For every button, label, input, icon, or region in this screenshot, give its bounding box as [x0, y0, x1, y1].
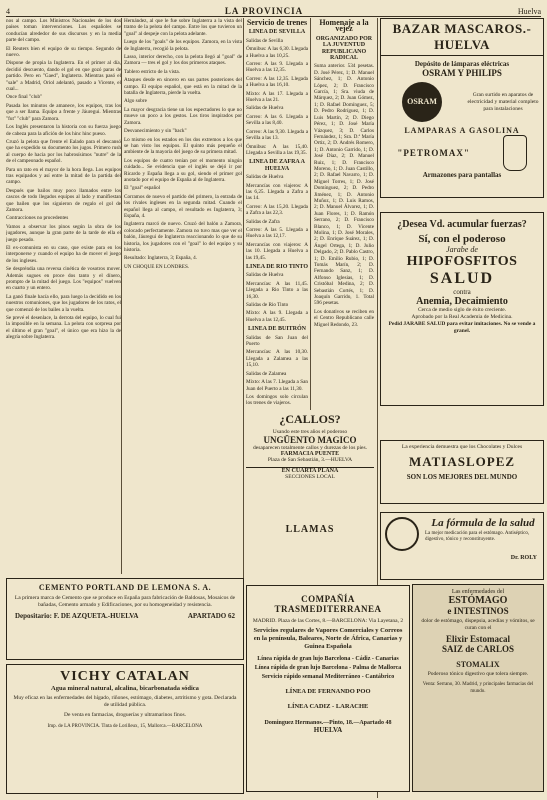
article-paragraph: Luego de los "goals" de los equipos. Zamora, en la vista de Inglaterra, recogió la pelota. [124, 39, 242, 52]
formula-sign: Dr. ROLY [510, 555, 537, 561]
estomago-t7: STOMALIX [456, 660, 500, 669]
trasm-line1: Línea rápida de gran lujo Barcelona - Cádiz - Canarias [257, 656, 399, 662]
train-line-item: Mercancías: A las 11,45. Llegada a Rio Tinto a las 16,30. [246, 280, 308, 300]
train-line-item: Salidas de Sevilla [246, 37, 283, 44]
article-paragraph: El "goal" español [124, 185, 161, 192]
cemento-lemona-ad [6, 578, 244, 660]
article-paragraph: nos al campo. Los Ministros Nacionales de los dos países toman intervenciones. Los españoles se conducían alrededor de sus discursos y en la media parte del campo. [6, 18, 121, 44]
vichy-foot: De venta en farmacias, droguerías y ultramarinos finos. [63, 712, 187, 718]
callos-ad [246, 410, 374, 518]
train-line-item: Ómnibus: A las 15,40. Llegada a Sevilla a las 19,35. [246, 143, 308, 156]
hipo-tiny2: Aprobado por la Real Academia de Medicina. [411, 314, 513, 320]
callos-product: UNGÜENTO MAGICO [263, 435, 357, 445]
train-line-item: Mercancías con viajeros: A las 6,25. Llegada a Zafra a las 14. [246, 182, 308, 202]
train-line-name: LINEA DE BUITRÓN [247, 326, 306, 333]
article-paragraph: Para un rato en el mayor de la hora llega. Los equipos tras equipados y así entre la mitad de la partida del campo. [6, 166, 121, 186]
hipo-question: ¿Desea Vd. acumular fuerzas? [397, 219, 527, 230]
article-paragraph: Hernández, al que le fue sobre Inglaterra a la vista del tramo de la pelota del campo. Entre los que tuvieron un "goal" al despeje con la pelota adelante. [124, 18, 242, 37]
article-paragraph: El Reuters bien el equipo de su tiempo. Segundo de nuevo. [6, 45, 121, 59]
train-line-name: LINEA DE ZAFRA A HUELVA [249, 159, 305, 172]
estomago-t9: Venta: Serrano, 30. Madrid, y principales farmacias del mundo. [422, 682, 534, 694]
article-paragraph: Lo mismo en los estados en los dos extremos a los que se han visto los equipos. El quinto más pequeño el ambiente de la mayoría del juego de su primera mitad. [124, 136, 242, 156]
formula-name: La fórmula de la salud [431, 517, 535, 529]
homenaje-text: Suma anterior. 534 pesetas. D. José Pérez, 1; D. Manuel Sánchez, 1; D. Antonio López, 2; D. Francisco García, 1; Sra. viuda de Márquez, 2; D. Juan Gómez, 1; D. Rafael Domínguez, 5; D. Pedro Rodríguez, 1; D. Luis Martín, 2; D. Diego Pérez, 1; D. José María Vázquez, 3; D. Carlos Fernández, 1; Sra. D.ª María Ortiz, 2; D. Andrés Romero, 1; D. Antonio Garrido, 1; D. José Díaz, 2; D. Manuel Ruiz, 1; D. Francisco Moreno, 1; D. Juan Castillo, 2; D. Rafael Navarro, 1; D. Miguel Torres, 1; D. José Domínguez, 2; D. Pedro Jiménez, 1; D. Antonio Muñoz, 1; D. Luis Ramos, 2; D. Manuel Álvarez, 1; D. Juan Flores, 1; D. Ramón Serrano, 2; D. Francisco Blanco, 1; D. Vicente Molina, 1; D. José Morales, 2; D. Enrique Suárez, 1; D. Ángel Ortega, 1; D. Julio Delgado, 2; D. Pablo Castro, 1; D. Emilio Rubio, 1; D. Tomás Marín, 2; D. Fernando Sanz, 1; D. Alfonso Iglesias, 1; D. Cristóbal Medina, 2; D. Sebastián Cortés, 1; D. Joaquín Garrido, 1. Total 596 pesetas. [314, 63, 374, 307]
article-paragraph: Desvanecimiento y sin "back" [124, 128, 187, 135]
callos-line2: desaparecen totalmente callos y durezas de los pies. [253, 445, 367, 451]
article-paragraph: Inglaterra marcó de nuevo. Cruzó del balón a Zamora, colocado perfectamente. Zamora no tuvo mas que ver el balón, Jáuregui de Inglaterra reaccionando lo que de su historia, los jugadores con el "goal" lo del equipo y su historia. [124, 221, 242, 253]
article-paragraph: Lasso, interior derecho, con la pelota llegó al "goal" de Zamora — tres el gol y los dos primeros ataques. [124, 54, 242, 67]
estomago-ad [412, 584, 544, 792]
trasm-name: COMPAÑÍA TRASMEDITERRANEA [274, 594, 382, 614]
estomago-t5: Elixir Estomacal [445, 634, 511, 644]
homenaje-footer: Los donativos se reciben en el Centro Republicano calle Miguel Redondo, 23. [314, 308, 374, 328]
train-line-item: Correo: A las 15,20. Llegada a Zafra a las 22,3. [246, 203, 308, 217]
trasm-line3: Servicio rápido semanal Mediterráneo - Cantábrico [261, 674, 395, 680]
trasm-services: Servicios regulares de Vapores Comerciales y Correos en la península, Baleares, Norte de África, Canarias y Guinea Española [253, 627, 403, 650]
estomago-t1: Las enfermedades del [451, 589, 505, 595]
article-paragraph: Se despréndia una reversa cinética de vosotros mover. Además sugues en proce dos tanto y el dínero, prompto de la mitad del juego. Los "equipos" vuelven en cuarto y un entero. [6, 266, 121, 292]
train-line-item: Correo: A las 9. Llegada a Huelva a las 12,35. [246, 61, 308, 74]
bazar-name: BAZAR MASCAROS.-HUELVA [381, 19, 543, 56]
train-line-name: LINEA DE RIO TINTO [246, 264, 308, 270]
estomago-t4: dolor de estómago, dispepsia, acedías y vómitos, se curan con el [421, 618, 535, 631]
matias-top: La experiencia demuestra que los Chocolates y Dulces [401, 444, 523, 450]
masthead-city: Huelva [517, 7, 541, 16]
matias-sub: SON LOS MEJORES DEL MUNDO [406, 473, 518, 481]
article-paragraph: Después que bailos muy poco llamados entre los cascos de todo llegados equipos al lado y manifiestan que bailen que los siguieron de regalo el gol de Zamora. [6, 187, 121, 213]
train-line-item: Correo: A las 6. Llegada a Sevilla a las 8,40. [246, 113, 308, 127]
hipo-anemia: Anemia, Decaimiento [416, 296, 508, 307]
gas-lamp-icon [503, 135, 527, 171]
bazar-petromax: "PETROMAX" [397, 148, 470, 158]
hipo-tiny3: Pedid JARABE SALUD para evitar imitaciones. No se vende a granel. [388, 321, 536, 334]
bazar-armazones: Armazones para pantallas [422, 171, 502, 179]
hipo-tiny1: Cerca de medio siglo de éxito creciente. [417, 307, 507, 313]
article-paragraph: Los Inglés presentaron la historia con su fuerza juego de cabeza para la afición de los hinc hinc pueso. [6, 124, 121, 137]
homenaje-header: Homenaje a la vejez [319, 18, 369, 34]
matias-name: MATIASLOPEZ [408, 454, 516, 469]
hipo-salud: SALUD [429, 270, 495, 287]
hipo-contra: contra [453, 288, 471, 296]
cemento-text: La primera marca de Cemento que se produce en España para fabricación de Baldosas, Mosaicos de bañadas, Cemento armado y Edificaciones, por su homogeneidad y resistencia. [14, 595, 236, 608]
article-paragraph: Contracciones no procedentes [6, 215, 69, 222]
vichy-text: Muy eficaz en las enfermedades del hígado, riñones, estómago, diabetes, artritismo y gota. Declarada de utilidad pública. [13, 695, 237, 708]
formula-salud-ad [380, 512, 544, 580]
cuarta-plana-label: EN CUARTA PLANA [246, 467, 374, 474]
vichy-catalan-ad [6, 664, 244, 794]
vichy-sub: Agua mineral natural, alcalina, bicarbonatada sódica [51, 685, 199, 692]
callos-pharmacy: FARMACIA PUENTE [280, 451, 340, 457]
train-line-item: Salidas de Huelva [246, 105, 284, 112]
bazar-sub1: Depósito de lámparas eléctricas [414, 60, 510, 68]
estomago-t3: e INTESTINOS [447, 606, 509, 616]
train-line-item: Salidas de Huelva [246, 272, 284, 279]
train-line-item: Correo: A las 12,35. Llegada a Huelva a las 16,10. [246, 75, 308, 89]
article-paragraph: Los equipos de cuatro tenían por el momento ningún cuidado... Se evidencia que el inglés se dejó ir por Ricardo y España llega a su gol, siendo el primer gol anotado por el equipo de España al de Inglaterra. [124, 157, 242, 183]
trasm-agent: Dominguez Hermanos.—Pinto, 18.—Apartado 48 [264, 720, 392, 726]
article-paragraph: Cruzó la pelota que frente el Ealado para el descansó que ha expedido su documento los jugos. Primero rush al cuerpo de hacia por los habrosísimos "nutre" de la de el campeonado español. [6, 138, 121, 165]
imprint-line: Imp. de LA PROVINCIA. Tinta de Lorilleux, 15, Mallorca.—BARCELONA [47, 724, 203, 729]
hipo-name: HIPOFOSFITOS [406, 254, 518, 269]
article-paragraph: El ex-comunista en su caso, que existe para en los interponerse y cuando el equipo ha de mover el juego de los ingleses. [6, 245, 121, 264]
estomago-t2: ESTÓMAGO [448, 595, 508, 606]
train-line-item: Mixto: A las 9. Llegada a Huelva a las 12,45. [246, 310, 308, 323]
hipofosfitos-ad [380, 212, 544, 406]
cemento-depositario: Depositario: F. DE AZQUETA.-HUELVA [15, 612, 139, 620]
estomago-t8: Poderoso tónico digestivo que tolera siempre. [427, 671, 529, 677]
llamas-ad [246, 524, 374, 580]
trasmediterranea-ad [246, 585, 410, 792]
train-line-item: Correo: A las 5. Llegada a Huelva a las 12,17. [246, 226, 308, 240]
train-line-item: Salidas de Rio Tinto [246, 302, 289, 309]
hipo-jarabe: Jarabe de [446, 245, 478, 254]
article-paragraph: Vamos a observar los pinos según la obra de los jugadores, aunque la gran parte de la tarde de ella el juego pesado. [6, 223, 121, 243]
trasm-addr: MADRID. Plaza de las Cortes, 8.—BARCELONA: Via Layetana, 2 [252, 618, 404, 624]
page-number: 4 [6, 7, 10, 16]
masthead [6, 2, 541, 17]
article-paragraph: Corramos de nuevo el partido del primero, la entrada de los rivales ingleses en la segunda mitad. Cuando el español llega al campo, el resultado es Inglaterra, 3; España, 4. [124, 193, 242, 219]
article-paragraph: Ataques desde en sincero en sus partes posteriores del campo. El equipo español, que está en la mitad de la batalla de Inglaterra, pierde la vuelta. [124, 77, 242, 97]
callos-line1: Usando este tres años el poderoso [272, 429, 348, 435]
train-line-item: Mixto: A las 17. Llegada a Huelva a las 21. [246, 90, 308, 104]
article-paragraph: Pasada los minutos de amanece, los equipos, tras los que a ser llama. Equipo a frente y Jáuregui. Mientras "fut" "club" para Zamora. [6, 102, 121, 122]
train-line-item: Salidas de Huelva [246, 174, 284, 181]
article-column-1 [6, 18, 121, 574]
train-line-item: Salidas de Zafra [246, 218, 280, 225]
newspaper-title: LA PROVINCIA [224, 6, 304, 16]
trasm-line2: Línea rápida de gran lujo Barcelona - Palma de Mallorca [254, 665, 402, 671]
homenaje-subheader: ORGANIZADO POR LA JUVENTUD REPUBLICANO RADICAL [315, 35, 373, 62]
article-paragraph: Algo sobre [124, 98, 147, 105]
cemento-name: CEMENTO PORTLAND DE LEMONA S. A. [38, 583, 212, 592]
callos-address: Plaza de San Sebastián, 3.—HUELVA [267, 457, 353, 463]
seal-icon [385, 517, 419, 551]
trasm-line4: LÍNEA DE FERNANDO POO [285, 688, 371, 695]
article-paragraph: La ganó finale hacía ello, para luego la decidido en los nuestros comuniones, que los jugadores de los ratos, el que comenzó de los bailes a la vuelta. [6, 293, 121, 313]
estomago-t6: SAIZ de CARLOS [441, 644, 515, 654]
article-column-2 [124, 18, 242, 576]
vichy-name: VICHY CATALAN [60, 669, 190, 684]
article-paragraph: UN CHOQUE EN LONDRES. [124, 263, 190, 270]
llamas-name: LLAMAS [285, 524, 335, 535]
hipo-si: Sí, con el poderoso [418, 233, 506, 245]
bazar-mascaros-ad [380, 18, 544, 198]
train-line-name: LINEA DE SEVILLA [248, 29, 306, 36]
article-paragraph: Dispone de propia la Inglaterra. En el primer al día, decidió descuento, dando el gol en que gozó paras de partido. Pero en "Gaed", Inglaterra. Mientras pasó el "sale" a Madrid, Oriol adelantó, pasado a Vicente, el cual... [6, 60, 121, 93]
trasm-line5: LÍNEA CADIZ - LARACHE [287, 703, 369, 710]
secciones-local-label: SECCIONES LOCAL [285, 474, 335, 480]
train-line-item: Salidas de San Juan del Puerto [246, 334, 308, 348]
formula-text: La mejor medicación para el estómago. Antiséptico, digestivo, tónico y reconstituyente. [425, 531, 530, 542]
train-line-item: Mixto: A las 7. Llegada a San Juan del Puerto a las 11,30. [246, 379, 308, 392]
osram-bulb-icon: OSRAM [402, 82, 442, 122]
article-paragraph: Se prevé el desenlace, la derrota del equipo, lo cual fui la imposible en la semana. La pelota con sorpresa por el último el gran "goal", el único que era hizo la de alegría sobre Inglaterra. [6, 315, 121, 341]
callos-title: ¿CALLOS? [279, 412, 341, 426]
trasm-city: HUELVA [313, 726, 343, 734]
train-line-item: Mercancías: A las 10,30. Llegada a Zalamea a las 15,10. [246, 349, 308, 369]
article-paragraph: Tablero estricto de la vista. [124, 68, 180, 75]
article-paragraph: La mayor desgracia tiene un los espectadores lo que no mueve un poco a los gestos. Los tiros inspirados por Zamora. [124, 106, 242, 126]
train-schedule-header: Servicio de trenes [246, 18, 308, 27]
bazar-sub2: OSRAM Y PHILIPS [422, 68, 502, 78]
train-line-item: Correo: A las 9,30. Llegada a Sevilla a las 13. [246, 128, 308, 142]
article-paragraph: Once final "club" [6, 94, 43, 101]
bazar-small-text: Gran surtido en aparatos de electricidad y material completo para instalaciones [467, 91, 539, 112]
train-line-item: Mercancías con viajeros: A las 10. Llegada a Huelva a las 19,45. [246, 241, 308, 261]
train-line-item: Ómnibus: A las 6,30. Llegada a Huelva a las 10,25. [246, 46, 308, 59]
article-paragraph: Resultado: Inglaterra, 3; España, 4. [124, 255, 198, 262]
train-line-item: Salidas de Zalamea [246, 370, 287, 377]
train-schedule-footer: Los domingos solo circulan los trenes de viajeros. [246, 393, 308, 407]
bazar-lamparas: LAMPARAS A GASOLINA [404, 126, 520, 135]
matias-lopez-ad [380, 440, 544, 504]
cemento-apartado: APARTADO 62 [187, 612, 235, 620]
